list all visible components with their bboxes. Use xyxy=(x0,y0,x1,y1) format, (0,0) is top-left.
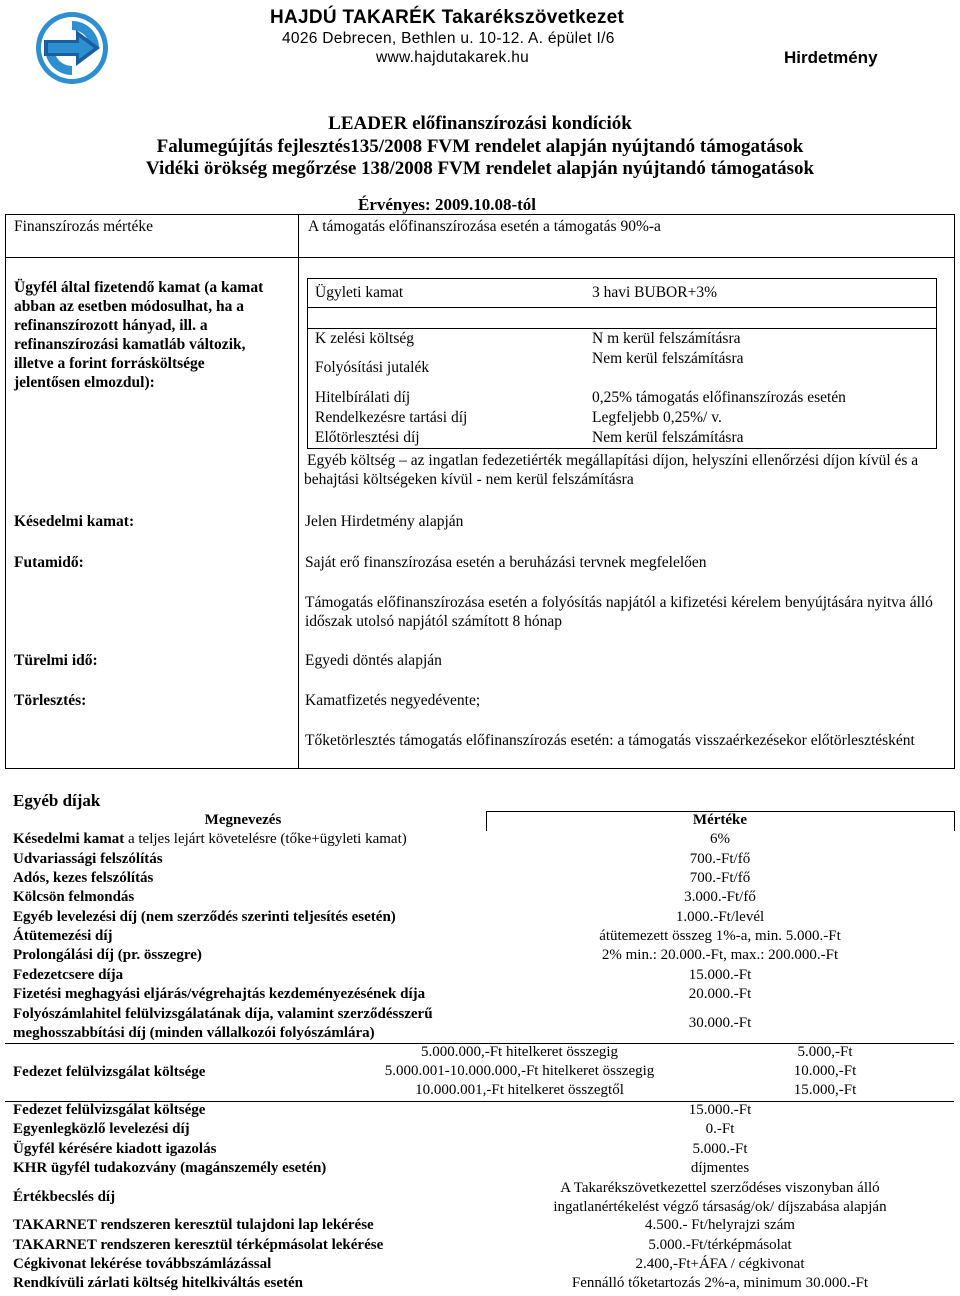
collateral-value: 15.000,-Ft xyxy=(793,1082,857,1098)
fees-col-value: Mértéke xyxy=(692,812,748,828)
financing-label: Finanszírozás mértéke xyxy=(14,218,154,235)
title-line-1: LEADER előfinanszírozási kondíciók xyxy=(328,113,632,134)
fee-value: díjmentes xyxy=(690,1160,750,1176)
grace-value: Egyedi döntés alapján xyxy=(305,652,442,669)
interest-value: Legfeljebb 0,25%/ v. xyxy=(592,409,722,426)
fee-value: 700.-Ft/fő xyxy=(689,870,751,886)
repayment-principal: Tőketörlesztés támogatás előfinanszírozás esetén: a támogatás visszaérkezésekor előtörlesztésként xyxy=(305,732,915,749)
fee-value: 1.000.-Ft/levél xyxy=(675,909,765,925)
fees-title: Egyéb díjak xyxy=(13,791,101,810)
interest-label: Ügyfél által fizetendő kamat (a kamat abban az esetben módosulhat, ha a refinanszírozott hányad, ill. a refinanszírozási kamatláb változik, illetve a forint forrásköltsége jelentősen elmozdul): xyxy=(14,279,264,391)
interest-value: 3 havi BUBOR+3% xyxy=(592,284,717,301)
fee-name: KHR ügyfél tudakozvány (magánszemély esetén) xyxy=(13,1160,327,1176)
collateral-value: 5.000,-Ft xyxy=(797,1044,853,1060)
fee-value: 30.000.-Ft xyxy=(688,1015,752,1031)
fee-name: Fedezet felülvizsgálat költsége xyxy=(13,1064,206,1080)
interest-value: 0,25% támogatás előfinanszírozás esetén xyxy=(592,389,846,406)
repayment-label: Törlesztés: xyxy=(14,692,87,709)
fee-value: 15.000.-Ft xyxy=(688,1102,752,1118)
title-line-3: Vidéki örökség megőrzése 138/2008 FVM rendelet alapján nyújtandó támogatások xyxy=(145,158,815,179)
company-address: 4026 Debrecen, Bethlen u. 10-12. A. épület I/6 xyxy=(282,30,615,47)
fee-value: 20.000.-Ft xyxy=(688,986,752,1002)
interest-value: Nem kerül felszámításra xyxy=(592,350,744,367)
fee-name: Késedelmi kamat a teljes lejárt követelésre (tőke+ügyleti kamat) xyxy=(13,831,407,847)
fee-value: 2% min.: 20.000.-Ft, max.: 200.000.-Ft xyxy=(601,947,839,963)
term-label: Futamidő: xyxy=(14,554,84,571)
valid-from: Érvényes: 2009.10.08-tól xyxy=(358,195,537,214)
fee-name: Ügyfél kérésére kiadott igazolás xyxy=(13,1141,217,1157)
fee-value: Fennálló tőketartozás 2%-a, minimum 30.000.-Ft xyxy=(571,1275,869,1291)
other-cost: Egyéb költség – az ingatlan fedezetiérték megállapítási díjon, helyszíni ellenőrzési díjon kívül és a behajtási költségeken kívül - nem kerül felszámításra xyxy=(304,452,919,488)
collateral-value: 10.000,-Ft xyxy=(793,1063,857,1079)
fee-name: Udvariassági felszólítás xyxy=(13,851,163,867)
interest-value: Nem kerül felszámításra xyxy=(592,429,744,446)
company-name: HAJDÚ TAKARÉK Takarékszövetkezet xyxy=(270,7,625,28)
fee-name: Fizetési meghagyási eljárás/végrehajtás kezdeményezésének díja xyxy=(13,986,426,1002)
fee-name: TAKARNET rendszeren keresztül tulajdoni lap lekérése xyxy=(13,1217,374,1233)
fee-name: Egyenlegközlő levelezési díj xyxy=(13,1121,190,1137)
interest-name: Ügyleti kamat xyxy=(315,284,404,301)
late-interest-value: Jelen Hirdetmény alapján xyxy=(305,513,464,530)
document-type: Hirdetmény xyxy=(784,48,878,67)
fee-name: TAKARNET rendszeren keresztül térképmásolat lekérése xyxy=(13,1237,384,1253)
fee-name: Átütemezési díj xyxy=(13,928,113,944)
term-value-own: Saját erő finanszírozása esetén a beruházási tervnek megfelelően xyxy=(305,554,707,571)
fee-name: Egyéb levelezési díj (nem szerződés szerinti teljesítés esetén) xyxy=(13,909,396,925)
fee-value: A Takarékszövetkezettel szerződéses viszonyban álló ingatlanértékelést végző társaság/ok/ díjszabása alapján xyxy=(553,1180,887,1215)
company-website[interactable]: www.hajdutakarek.hu xyxy=(376,49,530,66)
late-interest-label: Késedelmi kamat: xyxy=(14,513,135,530)
interest-name: Folyósítási jutalék xyxy=(315,359,430,376)
interest-value: N m kerül felszámításra xyxy=(592,330,741,347)
collateral-range: 5.000.000,-Ft hitelkeret összegig xyxy=(420,1044,619,1060)
fee-name: Prolongálási díj (pr. összegre) xyxy=(13,947,202,963)
collateral-range: 5.000.001-10.000.000,-Ft hitelkeret összegig xyxy=(384,1063,655,1079)
fee-name: Adós, kezes felszólítás xyxy=(13,870,154,886)
grace-label: Türelmi idő: xyxy=(14,652,98,669)
fee-value: 2.400,-Ft+ÁFA / cégkivonat xyxy=(635,1256,805,1272)
fee-value: 3.000.-Ft/fő xyxy=(684,889,756,905)
fee-name: Folyószámlahitel felülvizsgálatának díja, valamint szerződésszerű meghosszabbítási díj (minden vállalkozói folyószámlára) xyxy=(13,1006,433,1041)
title-line-2: Falumegújítás fejlesztés135/2008 FVM rendelet alapján nyújtandó támogatások xyxy=(156,136,804,157)
fee-name: Értékbecslés díj xyxy=(13,1189,116,1205)
fee-value: 5.000.-Ft xyxy=(692,1141,748,1157)
fee-name: Fedezet felülvizsgálat költsége xyxy=(13,1102,206,1118)
fee-value: átütemezett összeg 1%-a, min. 5.000.-Ft xyxy=(599,928,841,944)
company-logo xyxy=(34,10,110,86)
fee-value: 4.500.- Ft/helyrajzi szám xyxy=(645,1217,795,1233)
interest-name: Rendelkezésre tartási díj xyxy=(315,409,468,426)
repayment-interest: Kamatfizetés negyedévente; xyxy=(305,692,481,709)
collateral-range: 10.000.001,-Ft hitelkeret összegtől xyxy=(415,1082,624,1098)
fee-value: 700.-Ft/fő xyxy=(689,851,751,867)
fee-name: Kölcsön felmondás xyxy=(13,889,135,905)
fee-value: 5.000.-Ft/térképmásolat xyxy=(648,1237,792,1253)
fee-name: Fedezetcsere díja xyxy=(13,967,124,983)
interest-name: Hitelbírálati díj xyxy=(315,389,411,406)
fee-name: Cégkivonat lekérése továbbszámlázással xyxy=(13,1256,272,1272)
fee-value: 15.000.-Ft xyxy=(688,967,752,983)
fees-col-name: Megnevezés xyxy=(204,812,282,828)
financing-value: A támogatás előfinanszírozása esetén a támogatás 90%-a xyxy=(308,218,661,235)
term-value-support: Támogatás előfinanszírozása esetén a folyósítás napjától a kifizetési kérelem benyújtására nyitva álló időszak utolsó napjától számított 8 hónap xyxy=(305,594,933,630)
fee-value: 6% xyxy=(710,831,730,847)
fee-name: Rendkívüli zárlati költség hitelkiváltás esetén xyxy=(13,1275,303,1291)
interest-name: K zelési költség xyxy=(315,330,415,347)
interest-name: Előtörlesztési díj xyxy=(315,429,420,446)
fee-value: 0.-Ft xyxy=(705,1121,735,1137)
